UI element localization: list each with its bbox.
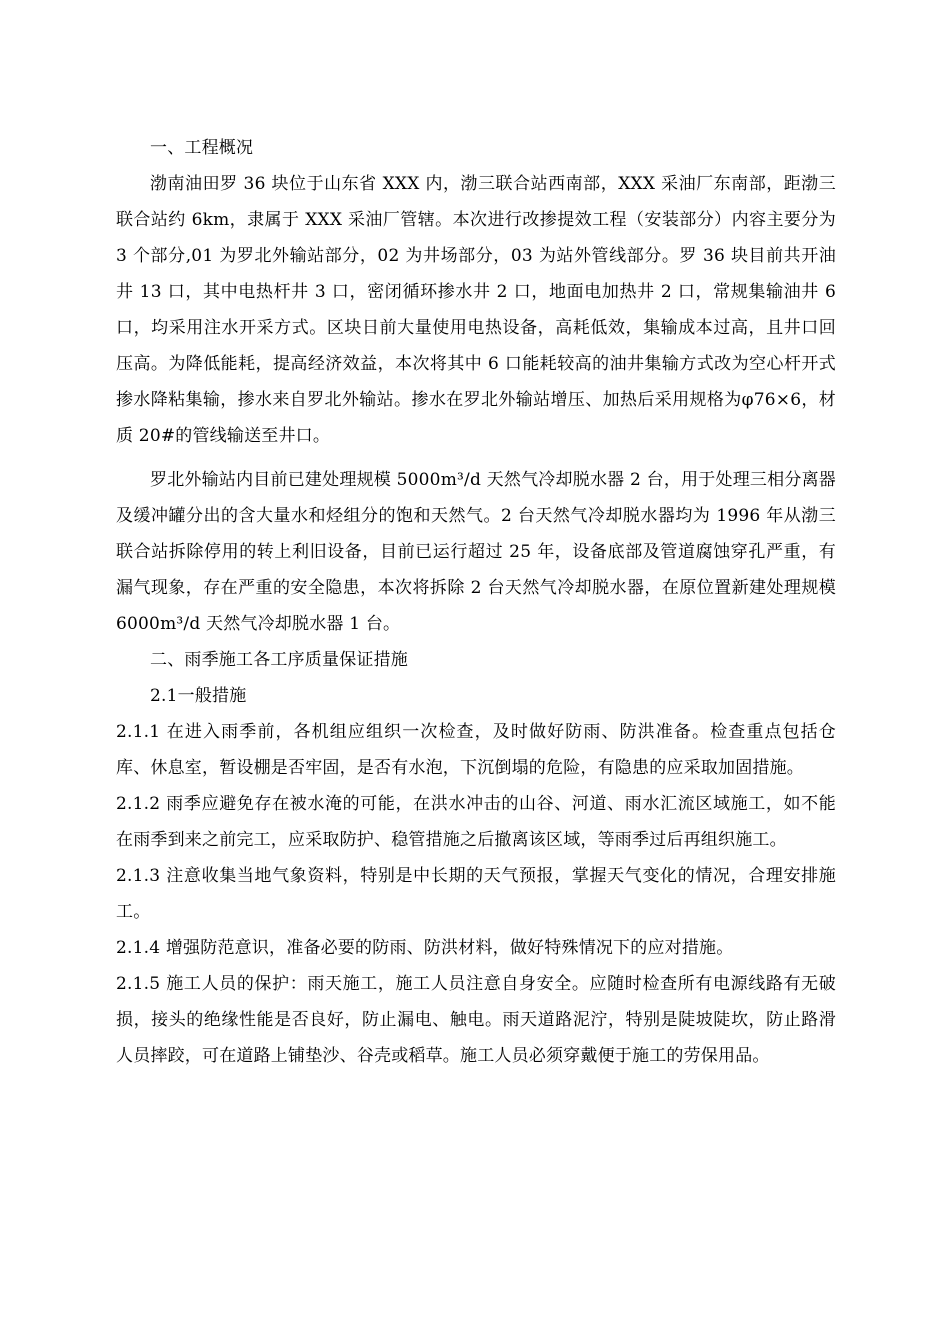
document-body: [116, 130, 836, 1074]
paragraph-dehydrator-description: 罗北外输站内目前已建处理规模 5000m³/d 天然气冷却脱水器 2 台，用于处理三相分离器及缓冲罐分出的含大量水和烃组分的饱和天然气。2 台天然气冷却脱水器均为 1996 年从渤三联合站拆除停用的转上利旧设备，目前已运行超过 25 年，设备底部及管道腐蚀穿孔严重，有漏气现象，存在严重的安全隐患，本次将拆除 2 台天然气冷却脱水器，在原位置新建处理规模 6000m³/d 天然气冷却脱水器 1 台。: [116, 470, 836, 634]
subsection-heading-general-measures: 2.1一般措施: [150, 686, 247, 706]
list-item: 2.1.1 在进入雨季前，各机组应组织一次检查，及时做好防雨、防洪准备。检查重点包括仓库、休息室，暂设棚是否牢固，是否有水泡，下沉倒塌的危险，有隐患的应采取加固措施。: [116, 722, 836, 778]
paragraph-project-description: 渤南油田罗 36 块位于山东省 XXX 内，渤三联合站西南部，XXX 采油厂东南部，距渤三联合站约 6km，隶属于 XXX 采油厂管辖。本次进行改掺提效工程（安装部分）内容主要分为 3 个部分,01 为罗北外输站部分，02 为井场部分，03 为站外管线部分。罗 36 块目前共开油井 13 口，其中电热杆井 3 口，密闭循环掺水井 2 口，地面电加热井 2 口，常规集输油井 6 口，均采用注水开采方式。区块日前大量使用电热设备，高耗低效，集输成本过高，且井口回压高。为降低能耗，提高经济效益，本次将其中 6 口能耗较高的油井集输方式改为空心杆开式掺水降粘集输，掺水来自罗北外输站。掺水在罗北外输站增压、加热后采用规格为φ76×6，材质 20#的管线输送至井口。: [116, 174, 836, 446]
section-heading-rainy-season: 二、雨季施工各工序质量保证措施: [150, 650, 408, 670]
list-item: 2.1.3 注意收集当地气象资料，特别是中长期的天气预报，掌握天气变化的情况，合理安排施工。: [116, 866, 836, 922]
list-item: 2.1.5 施工人员的保护：雨天施工，施工人员注意自身安全。应随时检查所有电源线路有无破损，接头的绝缘性能是否良好，防止漏电、触电。雨天道路泥泞，特别是陡坡陡坎，防止路滑人员摔跤，可在道路上铺垫沙、谷壳或稻草。施工人员必须穿戴便于施工的劳保用品。: [116, 974, 836, 1066]
list-item: 2.1.4 增强防范意识，准备必要的防雨、防洪材料，做好特殊情况下的应对措施。: [116, 938, 734, 958]
list-item: 2.1.2 雨季应避免存在被水淹的可能，在洪水冲击的山谷、河道、雨水汇流区域施工，如不能在雨季到来之前完工，应采取防护、稳管措施之后撤离该区域，等雨季过后再组织施工。: [116, 794, 836, 850]
section-heading-overview: 一、工程概况: [150, 138, 254, 158]
